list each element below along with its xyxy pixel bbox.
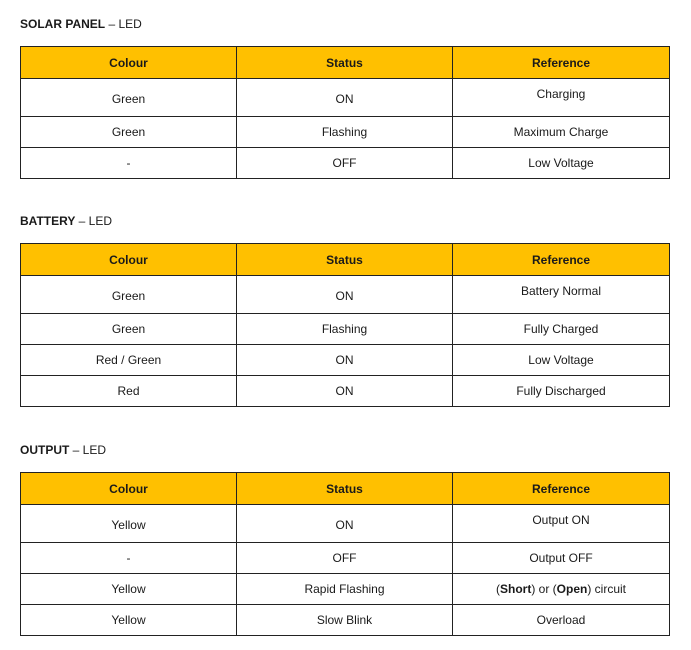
cell-colour: - bbox=[21, 543, 237, 574]
solar-panel-title-rest: – LED bbox=[105, 17, 142, 31]
header-reference: Reference bbox=[453, 244, 670, 276]
table-row bbox=[21, 376, 670, 407]
cell-status: OFF bbox=[237, 148, 453, 179]
battery-table bbox=[20, 243, 670, 407]
cell-status: ON bbox=[237, 376, 453, 407]
table-row bbox=[21, 345, 670, 376]
battery-title-bold: BATTERY bbox=[20, 214, 76, 228]
output-table bbox=[20, 472, 670, 636]
cell-colour: Red bbox=[21, 376, 237, 407]
table-row bbox=[21, 148, 670, 179]
battery-title bbox=[20, 214, 112, 228]
header-reference: Reference bbox=[453, 473, 670, 505]
header-reference: Reference bbox=[453, 47, 670, 79]
cell-status: Slow Blink bbox=[237, 605, 453, 636]
cell-reference: Low Voltage bbox=[453, 148, 670, 179]
cell-colour: Red / Green bbox=[21, 345, 237, 376]
table-row bbox=[21, 543, 670, 574]
output-title bbox=[20, 443, 106, 457]
cell-reference: Overload bbox=[453, 605, 670, 636]
header-status: Status bbox=[237, 244, 453, 276]
solar-panel-table bbox=[20, 46, 670, 179]
cell-colour: Yellow bbox=[21, 605, 237, 636]
cell-status: ON bbox=[237, 345, 453, 376]
cell-status: ON bbox=[237, 276, 453, 314]
header-colour: Colour bbox=[21, 473, 237, 505]
header-status: Status bbox=[237, 47, 453, 79]
ref-mid: ) or ( bbox=[531, 582, 557, 596]
header-colour: Colour bbox=[21, 244, 237, 276]
header-colour: Colour bbox=[21, 47, 237, 79]
battery-title-rest: – LED bbox=[75, 214, 113, 228]
cell-colour: - bbox=[21, 148, 237, 179]
cell-reference: Fully Charged bbox=[453, 314, 670, 345]
table-row bbox=[21, 314, 670, 345]
cell-colour: Yellow bbox=[21, 505, 237, 543]
cell-status: ON bbox=[237, 79, 453, 117]
cell-colour: Green bbox=[21, 79, 237, 117]
cell-reference: Battery Normal bbox=[453, 276, 670, 314]
table-row bbox=[21, 79, 670, 117]
cell-status: OFF bbox=[237, 543, 453, 574]
cell-status: Flashing bbox=[237, 314, 453, 345]
cell-status: ON bbox=[237, 505, 453, 543]
cell-reference: Output ON bbox=[453, 505, 670, 543]
cell-colour: Green bbox=[21, 314, 237, 345]
solar-panel-title bbox=[20, 17, 142, 31]
output-title-bold: OUTPUT bbox=[20, 443, 70, 457]
solar-panel-title-bold: SOLAR PANEL bbox=[20, 17, 106, 31]
cell-status: Flashing bbox=[237, 117, 453, 148]
ref-close: ) circuit bbox=[587, 582, 627, 596]
table-header-row bbox=[21, 473, 670, 505]
table-header-row bbox=[21, 244, 670, 276]
cell-colour: Green bbox=[21, 276, 237, 314]
cell-reference: Output OFF bbox=[453, 543, 670, 574]
ref-open-paren: ( bbox=[495, 582, 500, 596]
table-row bbox=[21, 605, 670, 636]
table-row bbox=[21, 505, 670, 543]
cell-colour: Green bbox=[21, 117, 237, 148]
cell-reference: Fully Discharged bbox=[453, 376, 670, 407]
table-header-row bbox=[21, 47, 670, 79]
header-status: Status bbox=[237, 473, 453, 505]
cell-colour: Yellow bbox=[21, 574, 237, 605]
cell-reference: Low Voltage bbox=[453, 345, 670, 376]
table-row bbox=[21, 276, 670, 314]
ref-open: Open bbox=[556, 582, 588, 596]
cell-reference bbox=[453, 574, 670, 605]
cell-reference: Charging bbox=[453, 79, 670, 117]
cell-status: Rapid Flashing bbox=[237, 574, 453, 605]
table-row bbox=[21, 117, 670, 148]
table-row bbox=[21, 574, 670, 605]
ref-short: Short bbox=[499, 582, 532, 596]
cell-reference: Maximum Charge bbox=[453, 117, 670, 148]
output-title-rest: – LED bbox=[69, 443, 107, 457]
